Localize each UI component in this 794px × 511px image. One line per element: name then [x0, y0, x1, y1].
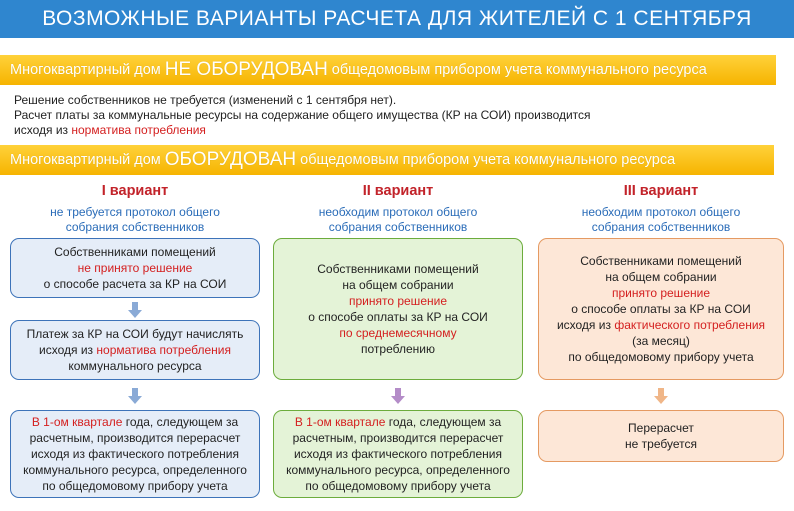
box-highlight: не принято решение [77, 261, 193, 275]
down-arrow-icon [128, 302, 142, 318]
banner-post: общедомовым прибором учета коммунального ресурса [331, 62, 707, 78]
box-highlight: принято решение [611, 286, 710, 300]
down-arrow-icon [128, 388, 142, 404]
box-line: на общем собрании [342, 278, 454, 292]
page-title: ВОЗМОЖНЫЕ ВАРИАНТЫ РАСЧЕТА ДЛЯ ЖИТЕЛЕЙ С 1 СЕНТЯБРЯ [42, 7, 752, 30]
variant-2-header [273, 183, 523, 235]
box-line: (за месяц) [632, 334, 690, 348]
box-line: потреблению [361, 342, 435, 356]
box-line: по общедомовому прибору учета [568, 350, 754, 364]
note-line: Решение собственников не требуется (изменений с 1 сентября нет). [14, 93, 397, 107]
box-line: Платеж за КР на СОИ будут начислять [26, 327, 244, 341]
box-line: по общедомовому прибору учета [42, 479, 228, 493]
box-highlight: фактического потребления [614, 318, 766, 332]
banner-emphasis: ОБОРУДОВАН [164, 149, 297, 170]
note-line: исходя из [14, 123, 69, 137]
box-line: Собственниками помещений [54, 245, 216, 259]
box-line: исходя из фактического потребления [293, 447, 503, 461]
box-line: о способе оплаты за КР на СОИ [571, 302, 751, 316]
box-line: года, следующем за [125, 415, 239, 429]
page-title-bar [0, 0, 794, 38]
box-line: расчетным, производится перерасчет [29, 431, 241, 445]
banner-not-equipped [0, 55, 776, 85]
variant-subtitle: собрания собственников [591, 220, 731, 234]
variant-1-header [10, 183, 260, 235]
box-highlight: норматива потребления [96, 343, 231, 357]
box-line: исходя из фактического потребления [30, 447, 240, 461]
variant-subtitle: не требуется протокол общего [50, 205, 220, 219]
box-line: исходя из [39, 343, 94, 357]
box-line: не требуется [625, 437, 697, 451]
box-line: исходя из [556, 318, 611, 332]
down-arrow-icon [654, 388, 668, 404]
banner-equipped [0, 145, 774, 175]
box-highlight: В 1-ом квартале [31, 415, 123, 429]
variant-3-no-recalc-box [538, 410, 784, 462]
down-arrow-icon [391, 388, 405, 404]
box-line: года, следующем за [388, 415, 502, 429]
banner-pre: Многоквартирный дом [10, 152, 161, 168]
variant-subtitle: необходим протокол общего [318, 205, 478, 219]
variant-3-decision-box [538, 238, 784, 380]
box-line: коммунального ресурса [68, 359, 202, 373]
not-equipped-note [14, 93, 714, 138]
banner-post: общедомовым прибором учета коммунального ресурса [300, 152, 676, 168]
variant-subtitle: собрания собственников [65, 220, 205, 234]
box-line: на общем собрании [605, 270, 717, 284]
box-line: Перерасчет [628, 421, 694, 435]
box-line: Собственниками помещений [580, 254, 742, 268]
variant-subtitle: собрания собственников [328, 220, 468, 234]
banner-emphasis: НЕ ОБОРУДОВАН [164, 59, 328, 80]
variant-1-decision-box [10, 238, 260, 298]
variant-1-charge-box [10, 320, 260, 380]
box-line: коммунального ресурса, определенного [23, 463, 247, 477]
banner-pre: Многоквартирный дом [10, 62, 161, 78]
box-line: по общедомовому прибору учета [305, 479, 491, 493]
variant-subtitle: необходим протокол общего [581, 205, 741, 219]
box-line: о способе расчета за КР на СОИ [43, 277, 227, 291]
note-highlight: норматива потребления [71, 123, 206, 137]
variant-2-recalc-box [273, 410, 523, 498]
box-highlight: В 1-ом квартале [294, 415, 386, 429]
box-line: расчетным, производится перерасчет [292, 431, 504, 445]
note-line: Расчет платы за коммунальные ресурсы на содержание общего имущества (КР на СОИ) производится [14, 108, 591, 122]
variant-title: I вариант [101, 183, 169, 199]
variant-1-recalc-box [10, 410, 260, 498]
box-highlight: принято решение [348, 294, 447, 308]
variant-title: III вариант [623, 183, 699, 199]
box-line: коммунального ресурса, определенного [286, 463, 510, 477]
variant-3-header [536, 183, 786, 235]
variant-title: II вариант [362, 183, 434, 199]
box-line: Собственниками помещений [317, 262, 479, 276]
variant-2-decision-box [273, 238, 523, 380]
box-highlight: по среднемесячному [339, 326, 457, 340]
box-line: о способе оплаты за КР на СОИ [308, 310, 488, 324]
